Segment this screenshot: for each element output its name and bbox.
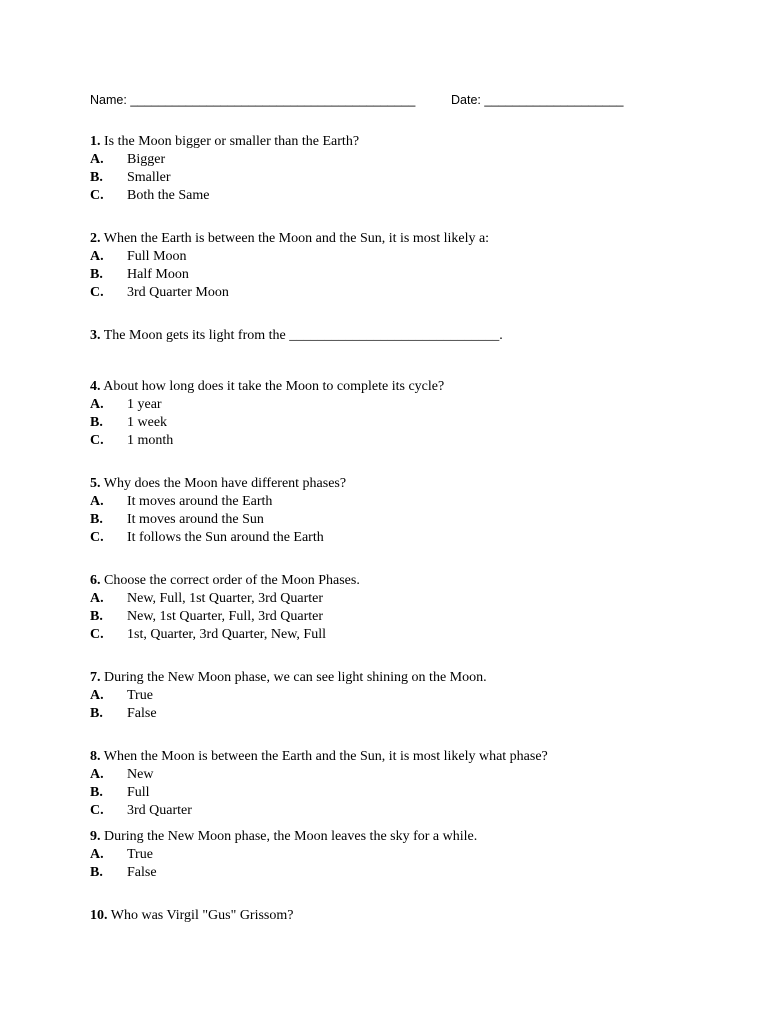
question-number: 6. — [90, 573, 101, 588]
option-letter: B. — [90, 512, 103, 527]
question-text: The Moon gets its light from the ______________________________. — [103, 328, 503, 343]
option-b — [90, 266, 489, 284]
question-prompt — [90, 327, 503, 345]
option-c — [90, 432, 444, 450]
option-letter: A. — [90, 847, 104, 862]
question-text: About how long does it take the Moon to complete its cycle? — [103, 379, 445, 394]
question-prompt — [90, 378, 444, 396]
option-letter: B. — [90, 170, 103, 185]
question-number: 10. — [90, 908, 108, 923]
question-text: During the New Moon phase, we can see light shining on the Moon. — [104, 670, 487, 685]
question-prompt — [90, 828, 477, 846]
option-letter: B. — [90, 706, 103, 721]
option-letter: C. — [90, 188, 104, 203]
option-text: New, Full, 1st Quarter, 3rd Quarter — [127, 591, 324, 606]
option-a — [90, 151, 359, 169]
option-text: True — [127, 847, 153, 862]
option-text: It follows the Sun around the Earth — [127, 530, 324, 545]
question-3 — [90, 327, 503, 345]
question-text: Who was Virgil "Gus" Grissom? — [110, 908, 294, 923]
option-text: 3rd Quarter — [127, 803, 192, 818]
question-number: 1. — [90, 134, 101, 149]
option-text: It moves around the Sun — [127, 512, 264, 527]
question-prompt — [90, 907, 293, 925]
option-text: Smaller — [127, 170, 171, 185]
option-c — [90, 626, 360, 644]
question-text: Is the Moon bigger or smaller than the Earth? — [104, 134, 360, 149]
question-7 — [90, 669, 487, 723]
option-text: 1 month — [127, 433, 174, 448]
option-text: 3rd Quarter Moon — [127, 285, 229, 300]
name-label: Name: — [90, 93, 127, 107]
question-8 — [90, 748, 548, 820]
option-letter: A. — [90, 152, 104, 167]
option-c — [90, 529, 346, 547]
question-text: During the New Moon phase, the Moon leaves the sky for a while. — [104, 829, 478, 844]
option-text: Half Moon — [127, 267, 189, 282]
option-letter: C. — [90, 530, 104, 545]
option-text: False — [127, 706, 157, 721]
option-text: 1st, Quarter, 3rd Quarter, New, Full — [127, 627, 326, 642]
option-letter: A. — [90, 767, 104, 782]
date-label: Date: — [451, 93, 481, 107]
option-b — [90, 864, 477, 882]
question-9 — [90, 828, 477, 882]
option-text: It moves around the Earth — [127, 494, 273, 509]
name-blank: _________________________________________ — [130, 93, 416, 107]
option-letter: A. — [90, 591, 104, 606]
option-letter: A. — [90, 688, 104, 703]
name-field — [90, 93, 415, 107]
option-text: False — [127, 865, 157, 880]
option-letter: B. — [90, 865, 103, 880]
option-b — [90, 414, 444, 432]
option-a — [90, 766, 548, 784]
option-letter: A. — [90, 494, 104, 509]
option-letter: C. — [90, 627, 104, 642]
option-a — [90, 396, 444, 414]
option-text: Both the Same — [127, 188, 210, 203]
question-prompt — [90, 133, 359, 151]
option-c — [90, 187, 359, 205]
option-text: New, 1st Quarter, Full, 3rd Quarter — [127, 609, 324, 624]
question-prompt — [90, 475, 346, 493]
question-prompt — [90, 572, 360, 590]
question-number: 3. — [90, 328, 101, 343]
question-4 — [90, 378, 444, 450]
question-text: When the Moon is between the Earth and the Sun, it is most likely what phase? — [103, 749, 548, 764]
question-2 — [90, 230, 489, 302]
option-letter: A. — [90, 397, 104, 412]
question-6 — [90, 572, 360, 644]
option-a — [90, 846, 477, 864]
option-a — [90, 590, 360, 608]
option-text: True — [127, 688, 153, 703]
option-letter: B. — [90, 609, 103, 624]
question-10 — [90, 907, 293, 925]
option-letter: B. — [90, 785, 103, 800]
question-number: 7. — [90, 670, 101, 685]
date-blank: ____________________ — [484, 93, 624, 107]
option-c — [90, 284, 489, 302]
option-a — [90, 493, 346, 511]
option-letter: A. — [90, 249, 104, 264]
option-letter: B. — [90, 267, 103, 282]
option-b — [90, 169, 359, 187]
option-text: Full — [127, 785, 150, 800]
question-number: 9. — [90, 829, 101, 844]
question-1 — [90, 133, 359, 205]
question-number: 8. — [90, 749, 101, 764]
question-text: Choose the correct order of the Moon Phases. — [104, 573, 360, 588]
question-prompt — [90, 748, 548, 766]
date-field — [451, 93, 623, 107]
option-letter: B. — [90, 415, 103, 430]
option-b — [90, 705, 487, 723]
question-number: 5. — [90, 476, 101, 491]
question-prompt — [90, 669, 487, 687]
option-text: Full Moon — [127, 249, 187, 264]
option-a — [90, 687, 487, 705]
option-letter: C. — [90, 433, 104, 448]
option-text: Bigger — [127, 152, 166, 167]
option-letter: C. — [90, 285, 104, 300]
option-a — [90, 248, 489, 266]
option-letter: C. — [90, 803, 104, 818]
question-text: Why does the Moon have different phases? — [103, 476, 347, 491]
option-b — [90, 608, 360, 626]
question-number: 2. — [90, 231, 101, 246]
option-text: 1 year — [127, 397, 162, 412]
option-c — [90, 802, 548, 820]
option-text: New — [127, 767, 154, 782]
question-text: When the Earth is between the Moon and the Sun, it is most likely a: — [103, 231, 490, 246]
question-5 — [90, 475, 346, 547]
option-b — [90, 511, 346, 529]
option-b — [90, 784, 548, 802]
question-prompt — [90, 230, 489, 248]
question-number: 4. — [90, 379, 101, 394]
option-text: 1 week — [127, 415, 168, 430]
